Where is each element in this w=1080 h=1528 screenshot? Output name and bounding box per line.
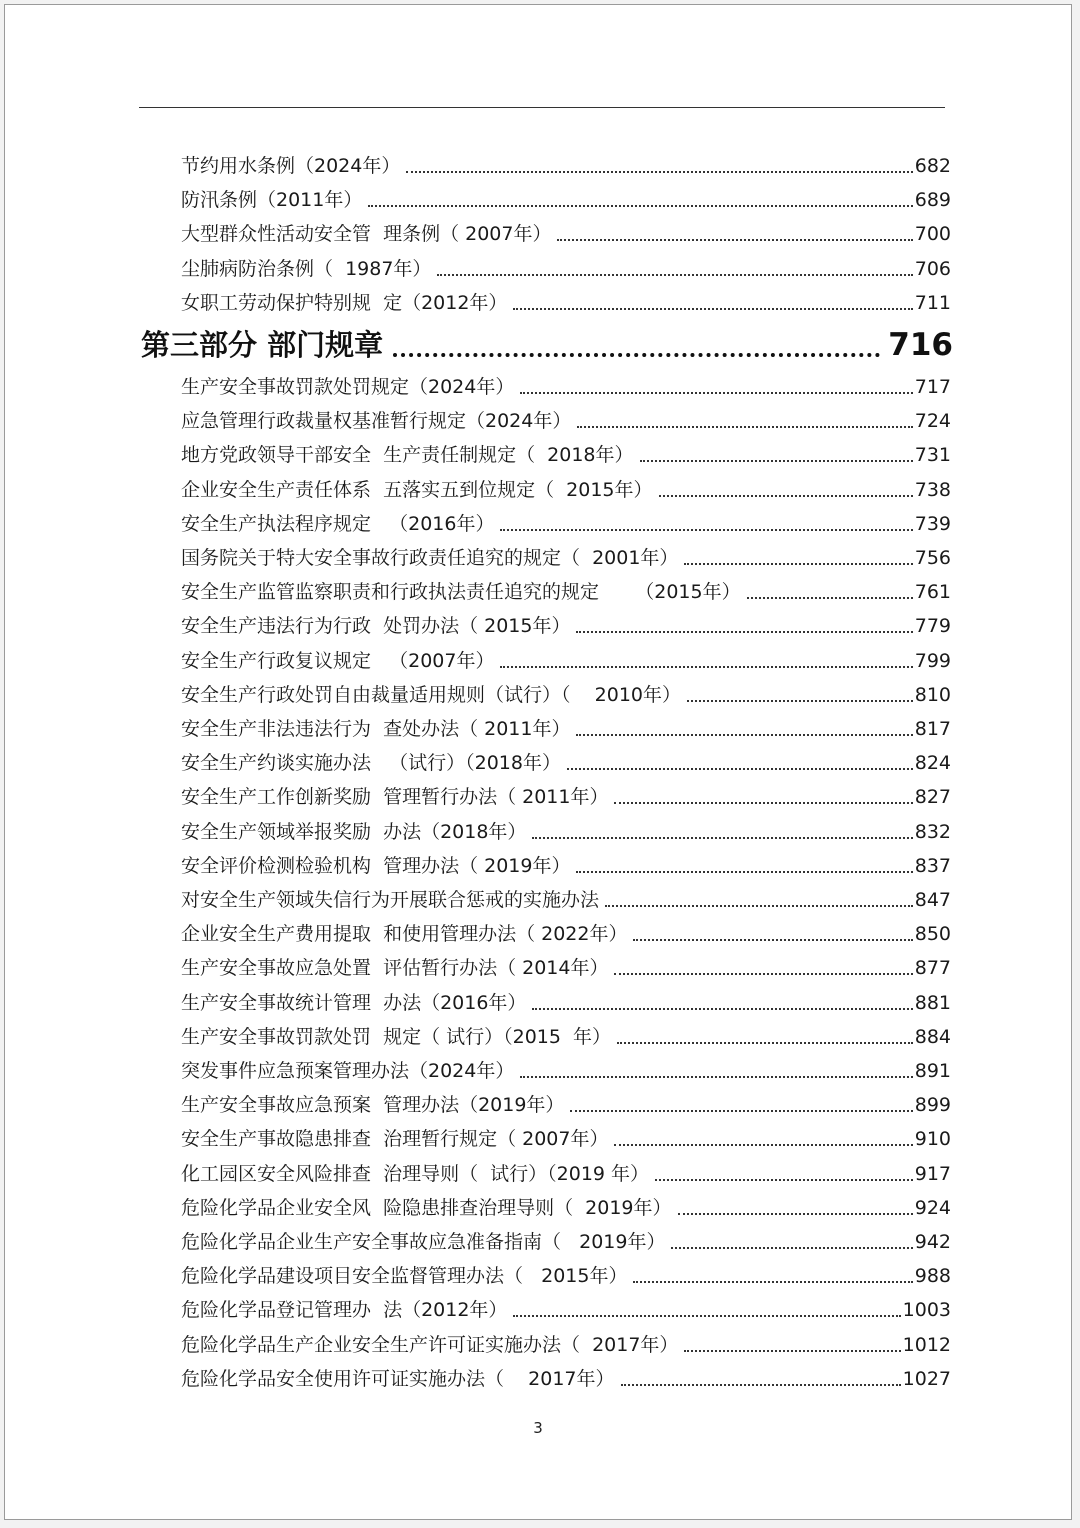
dot-leader [671,1247,912,1249]
toc-entry[interactable] [181,611,951,641]
toc-entry-page: 924 [914,1196,951,1219]
toc-entry-title: 安全生产领域举报奖励 办法（2018年） [181,820,527,843]
dot-leader [614,1144,912,1146]
toc-entry[interactable] [181,219,951,249]
dot-leader [640,460,913,462]
toc-entry[interactable] [181,680,951,710]
toc-entry-page: 824 [914,752,951,775]
toc-entry[interactable] [181,1056,951,1086]
toc-entry-title: 企业安全生产费用提取 和使用管理办法（ 2022年） [181,923,628,946]
toc-entry-page: 1012 [902,1333,951,1356]
toc-entry-title: 女职工劳动保护特别规 定（2012年） [181,291,508,314]
toc-entry-page: 700 [914,223,951,246]
toc-entry-title: 企业安全生产责任体系 五落实五到位规定（ 2015年） [181,478,653,501]
toc-entry-title: 生产安全事故罚款处罚 规定（ 试行）（2015 年） [181,1025,612,1048]
toc-entry[interactable] [181,185,951,215]
toc-entry-title: 化工园区安全风险排查 治理导则（ 试行）（2019 年） [181,1162,650,1185]
toc-entry-page: 877 [914,957,951,980]
toc-entry[interactable] [181,1159,951,1189]
toc-entry-title: 危险化学品登记管理办 法（2012年） [181,1299,508,1322]
dot-leader [747,597,913,599]
dot-leader [605,905,913,907]
dot-leader [577,426,912,428]
toc-entry-page: 689 [914,189,951,212]
dot-leader [576,871,912,873]
dot-leader [617,1042,913,1044]
toc-entry[interactable] [181,851,951,881]
toc-entry[interactable] [181,1261,951,1291]
toc-entry-title: 安全生产非法违法行为 查处办法（ 2011年） [181,718,571,740]
dot-leader [576,734,912,736]
toc-entry[interactable] [181,1193,951,1223]
toc-entry[interactable] [181,919,951,949]
dot-leader [614,802,912,804]
toc-entry-title: 危险化学品安全使用许可证实施办法（ 2017年） [181,1367,615,1390]
toc-entry[interactable] [181,748,951,778]
toc-entry-page: 756 [914,547,951,569]
dot-leader [557,239,912,241]
dot-leader [567,768,913,770]
toc-entry-title: 安全生产违法行为行政 处罚办法（ 2015年） [181,615,571,638]
dot-leader [621,1384,901,1386]
toc-entry-page: 810 [914,683,951,706]
toc-entry[interactable] [181,288,951,318]
toc-entry-page: 899 [914,1094,951,1117]
dot-leader [520,392,912,394]
dot-leader [633,1281,912,1283]
toc-entry-title: 生产安全事故应急处置 评估暂行办法（ 2014年） [181,957,609,980]
toc-entry-title: 地方党政领导干部安全 生产责任制规定（ 2018年） [181,444,634,467]
toc-entry-page: 706 [914,257,951,280]
toc-entry[interactable] [181,372,951,402]
toc-entry-page: 891 [914,1060,951,1082]
toc-entry-title: 应急管理行政裁量权基准暂行规定（2024年） [181,410,572,433]
toc-entry-title: 突发事件应急预案管理办法（2024年） [181,1060,515,1082]
toc-entry[interactable] [181,885,951,915]
toc-entry[interactable] [181,406,951,436]
dot-leader [614,973,912,975]
dot-leader [576,631,912,633]
header-rule [139,107,945,108]
toc-entry-title: 安全生产行政复议规定 （2007年） [181,649,495,672]
toc-entry-title: 节约用水条例（2024年） [181,155,401,177]
dot-leader [513,1315,900,1317]
dot-leader [532,837,912,839]
toc-entry-page: 832 [914,820,951,843]
dot-leader [500,666,912,668]
toc-entry[interactable] [181,1090,951,1120]
toc-entry[interactable] [181,953,951,983]
toc-entry[interactable] [181,509,951,539]
toc-entry[interactable] [181,475,951,505]
dot-leader [513,308,912,310]
toc-entry[interactable] [181,1124,951,1154]
toc-entry-page: 682 [914,155,951,177]
toc-entry-page: 837 [914,854,951,877]
toc-entry-title: 安全生产约谈实施办法 （试行）（2018年） [181,752,561,775]
toc-entry-page: 917 [914,1162,951,1185]
toc-entry[interactable] [181,817,951,847]
toc-entry[interactable] [181,1022,951,1052]
toc-entry-page: 717 [914,376,951,398]
toc-entry[interactable] [181,1295,951,1325]
toc-entry[interactable] [181,577,951,607]
toc-entry-title: 安全生产监管监察职责和行政执法责任追究的规定 （2015年） [181,581,741,604]
dot-leader [393,353,880,357]
toc-entry-page: 847 [914,889,951,911]
toc-entry-page: 884 [914,1025,951,1048]
toc-entry-title: 第三部分 部门规章 [141,328,384,362]
toc-entry[interactable] [181,543,951,573]
toc-entry-title: 危险化学品企业生产安全事故应急准备指南（ 2019年） [181,1231,666,1253]
dot-leader [655,1179,913,1181]
toc-entry-title: 危险化学品建设项目安全监督管理办法（ 2015年） [181,1265,628,1288]
toc-entry[interactable] [181,714,951,744]
dot-leader [684,1350,900,1352]
toc-entry-title: 国务院关于特大安全事故行政责任追究的规定（ 2001年） [181,547,679,569]
toc-entry-title: 安全评价检测检验机构 管理办法（ 2019年） [181,854,571,877]
toc-entry-page: 817 [914,718,951,740]
toc-entry-page: 724 [914,410,951,433]
toc-entry-page: 881 [914,991,951,1014]
dot-leader [368,205,912,207]
toc-entry-title: 危险化学品企业安全风 险隐患排查治理导则（ 2019年） [181,1196,672,1219]
toc-entry-title: 尘肺病防治条例（ 1987年） [181,257,432,280]
toc-entry-title: 大型群众性活动安全管 理条例（ 2007年） [181,223,552,246]
toc-entry-title: 生产安全事故统计管理 办法（2016年） [181,991,527,1014]
toc-entry-page: 711 [914,291,951,314]
toc-entry-title: 防汛条例（2011年） [181,189,363,212]
toc-entry[interactable] [181,1330,951,1360]
toc-entry-page: 1027 [902,1367,951,1390]
dot-leader [684,563,912,565]
toc-entry-page: 850 [914,923,951,946]
toc-entry-page: 910 [914,1128,951,1151]
dot-leader [437,274,912,276]
dot-leader [406,171,912,173]
dot-leader [500,529,912,531]
toc-entry[interactable] [181,151,951,181]
toc-entry-title: 安全生产行政处罚自由裁量适用规则（试行）（ 2010年） [181,683,682,706]
toc-entry[interactable] [181,254,951,284]
toc-entry[interactable] [181,988,951,1018]
toc-entry-page: 731 [914,444,951,467]
toc-entry-title: 安全生产工作创新奖励 管理暂行办法（ 2011年） [181,786,609,809]
toc-entry-page: 739 [914,512,951,535]
toc-entry-page: 716 [888,327,953,363]
dot-leader [678,1213,913,1215]
toc-entry-title: 生产安全事故应急预案 管理办法（2019年） [181,1094,565,1117]
toc-entry[interactable] [181,1227,951,1257]
section-heading[interactable] [141,323,953,367]
toc-entry-title: 危险化学品生产企业安全生产许可证实施办法（ 2017年） [181,1333,679,1356]
toc-entry-page: 988 [914,1265,951,1288]
toc-entry-title: 对安全生产领域失信行为开展联合惩戒的实施办法 [181,889,600,911]
dot-leader [520,1076,912,1078]
toc-entry-title: 安全生产执法程序规定 （2016年） [181,512,495,535]
toc-entry-title: 安全生产事故隐患排查 治理暂行规定（ 2007年） [181,1128,609,1151]
toc-entry-page: 779 [914,615,951,638]
dot-leader [570,1110,912,1112]
toc-entry[interactable] [181,440,951,470]
dot-leader [687,700,913,702]
toc-entry[interactable] [181,646,951,676]
toc-entry-page: 738 [914,478,951,501]
toc-entry[interactable] [181,1364,951,1394]
toc-entry-page: 827 [914,786,951,809]
page-number: 3 [533,1419,543,1437]
toc-entry[interactable] [181,782,951,812]
dot-leader [659,495,913,497]
toc-entry-page: 1003 [902,1299,951,1322]
dot-leader [532,1008,912,1010]
toc-entry-page: 942 [914,1231,951,1253]
document-page [4,4,1072,1520]
dot-leader [633,939,912,941]
toc-entry-title: 生产安全事故罚款处罚规定（2024年） [181,376,515,398]
toc-entry-page: 761 [914,581,951,604]
toc-entry-page: 799 [914,649,951,672]
